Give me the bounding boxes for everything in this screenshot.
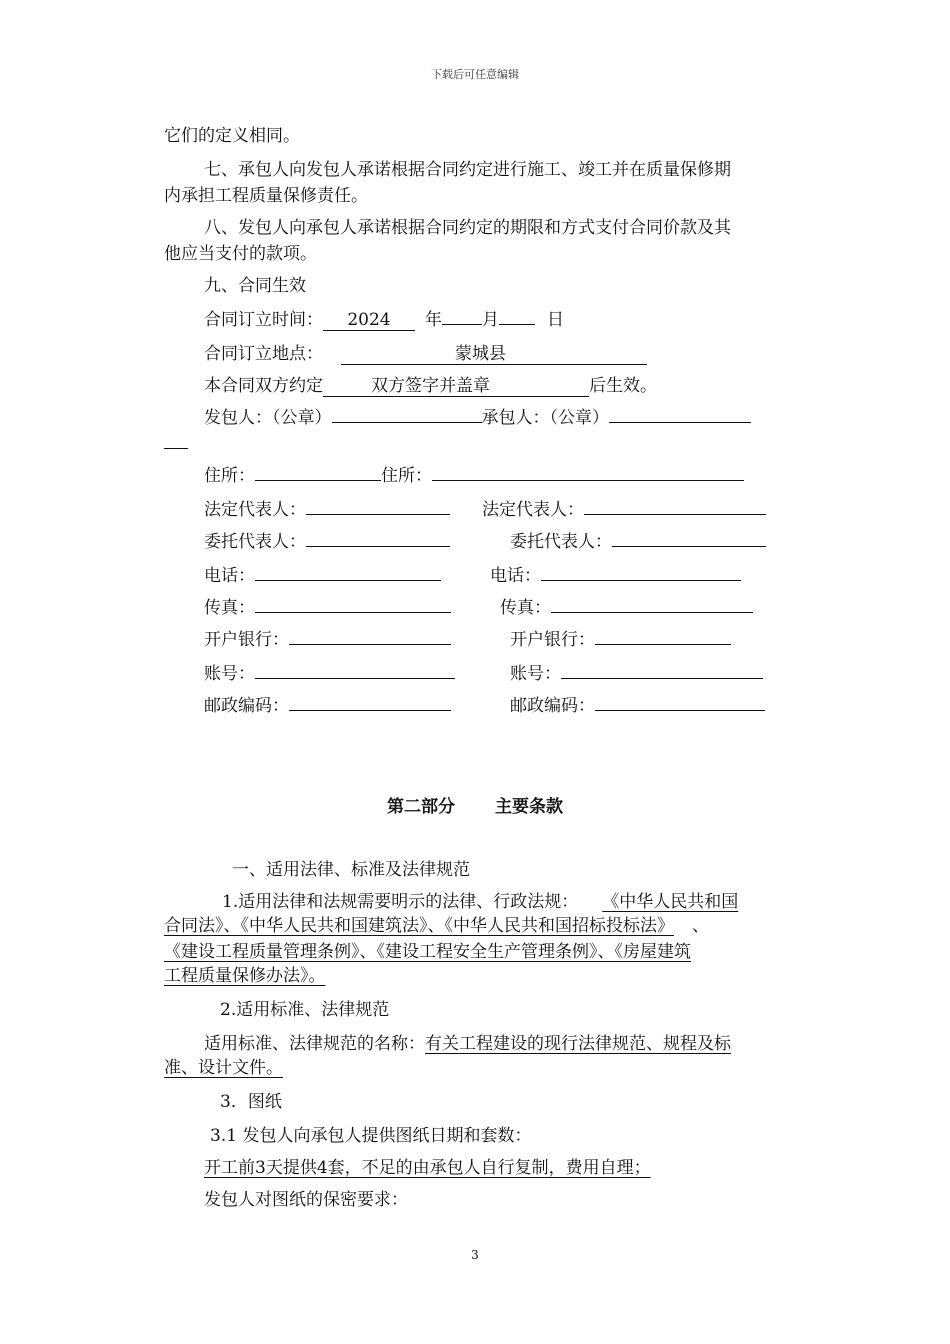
item-8-line-1: 八、发包人向承包人承诺根据合同约定的期限和方式支付合同价款及其	[204, 218, 731, 238]
contractor-account-label: 账号：	[510, 664, 561, 684]
agent-left	[204, 530, 450, 554]
employer-account-label: 账号：	[204, 664, 255, 684]
employer-seal-label: 发包人：（公章）	[204, 408, 332, 428]
contract-month-field	[442, 324, 482, 325]
section-3-2-label: 发包人对图纸的保密要求：	[204, 1190, 408, 1210]
employer-phone-label: 电话：	[204, 566, 255, 586]
employer-bank-field	[289, 644, 451, 645]
postcode-right	[510, 694, 765, 718]
page-header: 下载后可任意编辑	[431, 68, 519, 81]
contractor-seal-field	[609, 422, 751, 423]
contract-day-field	[499, 324, 535, 325]
employer-account-field	[255, 678, 455, 679]
section-1-2-line-1	[204, 1032, 731, 1056]
contractor-address-field	[432, 480, 744, 481]
section-1-1-value-2: 合同法》、《中华人民共和国建筑法》、《中华人民共和国招标投标法》	[164, 916, 674, 936]
employer-fax-field	[255, 612, 451, 613]
item-7-line-2: 内承担工程质量保修责任。	[164, 186, 368, 206]
contractor-legal-rep-field	[584, 514, 766, 515]
section-1-1-line-2	[164, 914, 709, 938]
contractor-address-label: 住所：	[381, 466, 432, 486]
effect-suffix: 后生效。	[589, 376, 657, 396]
contractor-postcode-label: 邮政编码：	[510, 696, 595, 716]
section-3-1-value: 开工前3天提供4套，不足的由承包人自行复制，费用自理；	[204, 1158, 651, 1178]
section-1-2-heading: 2.适用标准、法律规范	[220, 1000, 390, 1020]
employer-agent-label: 委托代表人：	[204, 532, 306, 552]
day-unit: 日	[547, 310, 564, 330]
contractor-phone-label: 电话：	[490, 566, 541, 586]
part-2-title	[0, 792, 950, 817]
contract-place-field: 蒙城县	[341, 344, 647, 365]
legal-rep-left	[204, 498, 450, 522]
contractor-legal-rep-label: 法定代表人：	[482, 500, 584, 520]
contractor-postcode-field	[595, 710, 765, 711]
section-1-2-label: 适用标准、法律规范的名称：	[204, 1034, 425, 1054]
legal-rep-right	[482, 498, 766, 522]
contractor-seal-label: 承包人：（公章）	[481, 408, 609, 428]
bank-right	[510, 628, 731, 652]
seal-continuation	[164, 432, 188, 456]
fax-right	[500, 596, 753, 620]
phone-right	[490, 564, 741, 588]
employer-address-label: 住所：	[204, 466, 255, 486]
contractor-agent-field	[612, 546, 766, 547]
employer-address-field	[255, 480, 381, 481]
party-seal-line	[204, 406, 751, 430]
part-2-title-left: 第二部分	[387, 797, 455, 817]
month-unit: 月	[482, 310, 499, 330]
seal-continuation-field	[164, 448, 188, 449]
bank-left	[204, 628, 451, 652]
contract-year-field: 2024	[323, 310, 415, 331]
employer-seal-field	[332, 422, 482, 423]
account-left	[204, 662, 455, 686]
section-3-heading: 3．图纸	[220, 1092, 282, 1112]
contractor-bank-field	[595, 644, 731, 645]
section-1-2-value-1: 有关工程建设的现行法律规范、规程及标	[425, 1034, 731, 1054]
definitions-line: 它们的定义相同。	[164, 126, 300, 146]
contractor-account-field	[561, 678, 763, 679]
item-8-line-2: 他应当支付的款项。	[164, 244, 317, 264]
contractor-agent-label: 委托代表人：	[510, 532, 612, 552]
item-7-line-1: 七、承包人向发包人承诺根据合同约定进行施工、竣工并在质量保修期	[204, 160, 731, 180]
employer-postcode-label: 邮政编码：	[204, 696, 289, 716]
employer-legal-rep-field	[306, 514, 450, 515]
contract-place-line	[204, 342, 647, 366]
contract-place-label: 合同订立地点：	[204, 344, 323, 364]
address-line	[204, 464, 744, 488]
postcode-left	[204, 694, 451, 718]
section-3-1-heading: 3.1 发包人向承包人提供图纸日期和套数：	[210, 1126, 532, 1146]
section-1-1-separator: 、	[692, 916, 709, 936]
year-unit: 年	[425, 310, 442, 330]
employer-postcode-field	[289, 710, 451, 711]
agent-right	[510, 530, 766, 554]
section-1-1-line-1	[222, 890, 738, 914]
part-2-title-right: 主要条款	[495, 797, 563, 817]
contractor-bank-label: 开户银行：	[510, 630, 595, 650]
phone-left	[204, 564, 441, 588]
page-number: 3	[471, 1248, 479, 1262]
section-1-1-prefix: 1.适用法律和法规需要明示的法律、行政法规：	[222, 892, 579, 912]
section-1-heading: 一、适用法律、标准及法律规范	[232, 860, 470, 880]
employer-fax-label: 传真：	[204, 598, 255, 618]
contract-date-line	[204, 308, 564, 332]
item-9-heading: 九、合同生效	[204, 276, 306, 296]
employer-bank-label: 开户银行：	[204, 630, 289, 650]
contract-date-label: 合同订立时间：	[204, 310, 323, 330]
fax-left	[204, 596, 451, 620]
contractor-fax-field	[551, 612, 753, 613]
contractor-fax-label: 传真：	[500, 598, 551, 618]
effect-prefix: 本合同双方约定	[204, 376, 323, 396]
contractor-phone-field	[541, 580, 741, 581]
section-1-2-line-2: 准、设计文件。	[164, 1058, 283, 1078]
effect-condition-field: 双方签字并盖章	[323, 376, 589, 397]
account-right	[510, 662, 763, 686]
employer-agent-field	[306, 546, 450, 547]
section-1-1-line-4: 工程质量保修办法》。	[164, 966, 326, 986]
employer-phone-field	[255, 580, 441, 581]
section-1-1-value-1: 《中华人民共和国	[602, 892, 739, 912]
section-1-1-line-3: 《建设工程质量管理条例》、《建设工程安全生产管理条例》、《房屋建筑	[164, 942, 691, 962]
contract-effect-line	[204, 374, 657, 398]
employer-legal-rep-label: 法定代表人：	[204, 500, 306, 520]
